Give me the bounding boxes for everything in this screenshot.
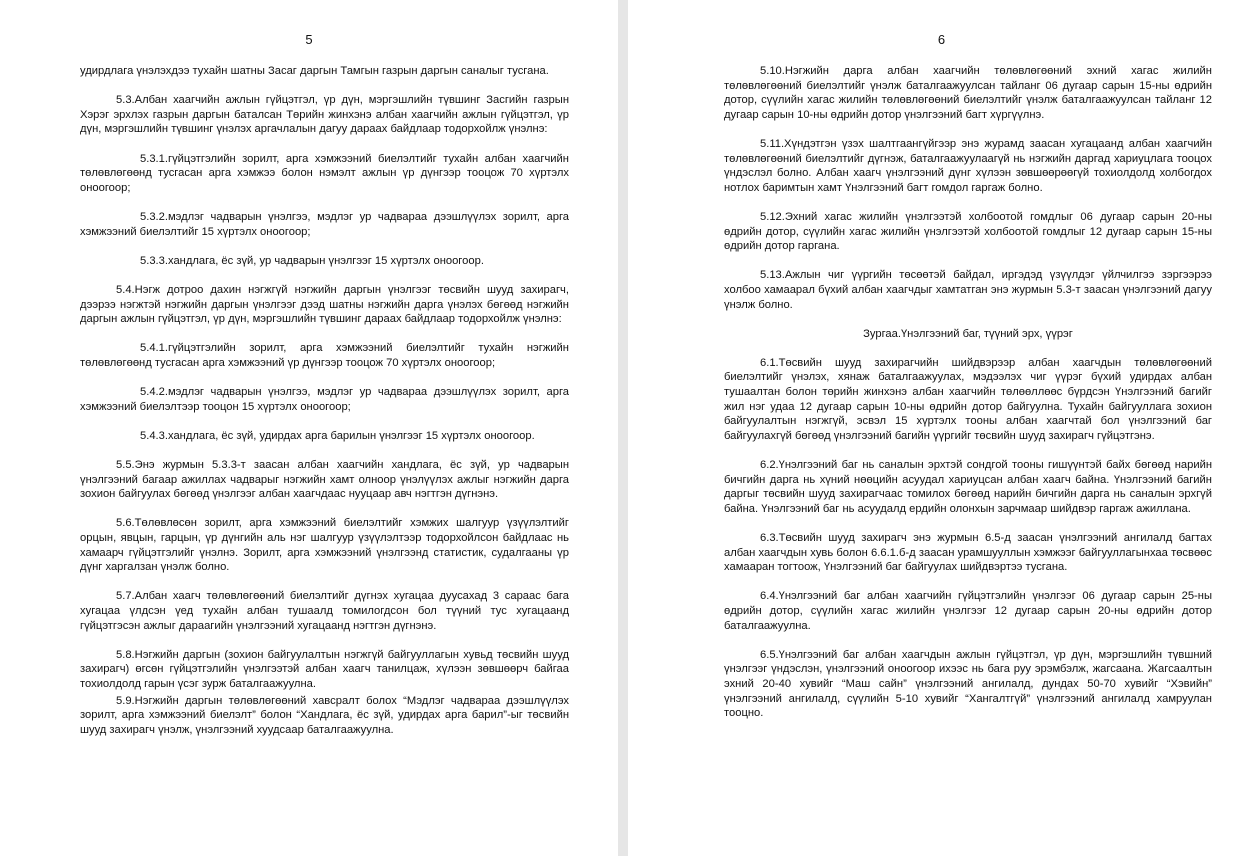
- document-page-left: [0, 0, 618, 856]
- paragraph: 5.3.1.гүйцэтгэлийн зорилт, арга хэмжээний биелэлтийг тухайн албан хаагчийн төлөвлөгөөнд тусгасан арга хэмжээ болон нэмэлт ажлын үр дүнгээр тооцож 70 хүртэлх оноогоор;: [80, 152, 569, 194]
- paragraph: 5.3.2.мэдлэг чадварын үнэлгээ, мэдлэг ур чадвараа дээшлүүлэх зорилт, арга хэмжээний биелэлтийг 15 хүртэлх оноогоор;: [80, 210, 569, 238]
- page-body: [724, 64, 1212, 735]
- paragraph: 5.3.3.хандлага, ёс зүй, ур чадварын үнэлгээг 15 хүртэлх оноогоор.: [140, 254, 484, 267]
- paragraph: 5.5.Энэ журмын 5.3.3-т заасан албан хаагчийн хандлага, ёс зүй, ур чадварын үнэлгээний багаар ажиллах чадварыг нэгжийн хамт олноор үнэлүүлэх ажлыг нэгжийн дарга зохион байгуулах бөгөөд үнэлгээг албан хаагчдаас нууцаар авч нэгтгэн дүгнэнэ.: [80, 459, 569, 501]
- paragraph: 5.7.Албан хаагч төлөвлөгөөний биелэлтийг дүгнэх хугацаа дуусахад 3 сараас бага хугацаа үлдсэн үед тухайн албан тушаалд томилогдсон бол түүний тус хугацаанд гүйцэтгэсэн ажлыг дараагийн үнэлгээний хугацаанд нэгтгэн дүгнэнэ.: [80, 590, 569, 632]
- section-heading: Зургаа.Үнэлгээний баг, түүний эрх, үүрэг: [863, 327, 1073, 340]
- paragraph: 6.4.Үнэлгээний баг албан хаагчийн гүйцэтгэлийн үнэлгээг 06 дугаар сарын 25-ны өдрийн дотор, сүүлийн хагас жилийн үнэлгээг 12 дугаар сарын 20-ны өдрийн дотор баталгаажуулна.: [724, 590, 1212, 632]
- paragraph: 5.4.3.хандлага, ёс зүй, удирдах арга барилын үнэлгээг 15 хүртэлх оноогоор.: [140, 429, 535, 442]
- document-page-right: [628, 0, 1255, 856]
- paragraph: 6.3.Төсвийн шууд захирагч энэ журмын 6.5-д заасан үнэлгээний ангилалд багтах албан хаагчдын хувь болон 6.6.1.б-д заасан урамшууллын хэмжээг байгууллагынхаа төсвөөс хамааран тогтоож, Үнэлгээний баг байгуулах шийдвэртээ тусгана.: [724, 532, 1212, 574]
- paragraph: 5.9.Нэгжийн даргын төлөвлөгөөний хавсралт болох “Мэдлэг чадвараа дээшлүүлэх зорилт, арга хэмжээний биелэлт” болон “Хандлага, ёс зүй, удирдах арга барил”-ыг төсвийн шууд захирагч үнэлж, үнэлгээний хуудсаар баталгаажуулна.: [80, 694, 569, 736]
- paragraph: 5.4.2.мэдлэг чадварын үнэлгээ, мэдлэг ур чадвараа дээшлүүлэх зорилт, арга хэмжээний биелэлтээр тооцон 15 хүртэлх оноогоор;: [80, 386, 569, 413]
- paragraph: 6.5.Үнэлгээний баг албан хаагчдын ажлын гүйцэтгэл, үр дүн, мэргэшлийн түвшний үнэлгээг үндэслэн, үнэлгээний оноогоор ихээс нь бага руу эрэмбэлж, жагсаана. Жагсаалтын эхний 20-40 хувийг “Маш сайн” үнэлгээний ангилалд, дундах 50-70 хувийг “Хэвийн” үнэлгээний ангилалд, сүүлийн 5-10 хувийг “Хангалтгүй” үнэлгээний ангилалд хамруулан тооцно.: [724, 648, 1212, 720]
- page-body: [80, 64, 569, 752]
- page-number: 5: [305, 32, 313, 47]
- paragraph: 5.10.Нэгжийн дарга албан хаагчийн төлөвлөгөөний эхний хагас жилийн төлөвлөгөөний биелэлтийг үнэлж баталгаажуулсан тайланг 06 дугаар сарын 15-ны өдрийн дотор, сүүлийн хагас жилийн төлөвлөгөөний биелэлтийг үнэлж баталгаажуулсан тайланг 12 дугаар сарын 10-ны өдрийн дотор үнэлгээний багт хүргүүлнэ.: [724, 65, 1212, 121]
- paragraph: 5.3.Албан хаагчийн ажлын гүйцэтгэл, үр дүн, мэргэшлийн түвшинг Засгийн газрын Хэрэг эрхлэх газрын даргын баталсан Төрийн жинхэнэ албан хаагчийн ажлын гүйцэтгэл, үр дүн, мэргэшлийн түвшинг үнэлэх аргачлалын дагуу дараах байдлаар тодорхойлж үнэлнэ:: [80, 94, 569, 136]
- paragraph: 5.4.1.гүйцэтгэлийн зорилт, арга хэмжээний биелэлтийг тухайн нэгжийн төлөвлөгөөнд тусгасан арга хэмжээний үр дүнгээр тооцож 70 хүртэлх оноогоор;: [80, 342, 569, 369]
- paragraph: 5.12.Эхний хагас жилийн үнэлгээтэй холбоотой гомдлыг 06 дугаар сарын 20-ны өдрийн дотор, сүүлийн хагас жилийн үнэлгээтэй холбоотой гомдлыг 12 дугаар сарын 15-ны өдрийн дотор гаргана.: [724, 210, 1212, 253]
- paragraph: 6.1.Төсвийн шууд захирагчийн шийдвэрээр албан хаагчдын төлөвлөгөөний биелэлтийг үнэлэх, хянаж баталгаажуулах, мэдээлэх чиг үүрэг бүхий удирдах албан тушаалтан болон төрийн жинхэнэ албан хаагчийн төлөөллөөс бүрдсэн Үнэлгээний багийг жил нэг удаа 12 дугаар сарын 10-ны өдрийн дотор байгуулна. Тухайн байгууллага зохион байгуулалтын нэгжгүй, эсвэл 15 хүртэлх тооны албан хаагчтай бол үнэлгээний баг байгуулахгүй бөгөөд үнэлгээний багийн үүргийг төсвийн шууд захирагч гүйцэтгэнэ.: [724, 356, 1212, 442]
- paragraph: 5.4.Нэгж дотроо дахин нэгжгүй нэгжийн даргын үнэлгээг төсвийн шууд захирагч, дээрээ нэгжтэй нэгжийн даргын үнэлгээг дээд шатны нэгжийн дарга үнэлэх бөгөөд нэгжийн даргын ажлын гүйцэтгэл, үр дүн, мэргэшлийн түвшинг дараах байдлаар тодорхойлж үнэлнэ:: [80, 283, 569, 326]
- paragraph: удирдлага үнэлэхдээ тухайн шатны Засаг даргын Тамгын газрын даргын саналыг тусгана.: [80, 65, 549, 77]
- paragraph: 5.11.Хүндэтгэн үзэх шалтгаангүйгээр энэ журамд заасан хугацаанд албан хаагчийн төлөвлөгөөний биелэлтийг дүгнэж, баталгаажуулаагүй нь нэгжийн даргад хариуцлага тооцох үндэслэл болно. Албан хаагч үнэлгээний дүнг хүлээн зөвшөөрөөгүй тохиолдолд холбогдох нотлох баримтын хамт Үнэлгээний багт гомдол гаргаж болно.: [724, 137, 1212, 194]
- paragraph: 6.2.Үнэлгээний баг нь саналын эрхтэй сондгой тооны гишүүнтэй байх бөгөөд нарийн бичгийн дарга нь хүний нөөцийн асуудал хариуцсан албан хаагч байна. Үнэлгээний багийн даргыг төсвийн шууд захирагчаас томилох бөгөөд нарийн бичгийн дарга нь саналын эрхгүй байна. Үнэлгээний баг нь асуудалд ердийн олонхын зарчмаар шийдвэр гаргаж ажиллана.: [724, 459, 1212, 515]
- paragraph: 5.13.Ажлын чиг үүргийн төсөөтэй байдал, иргэдэд үзүүлдэг үйлчилгээ зэргээрээ холбоо хамаарал бүхий албан хаагчдыг хамтатган энэ журмын 5.3-т заасан үнэлгээний дагуу үнэлж болно.: [724, 269, 1212, 311]
- page-number: 6: [937, 32, 946, 47]
- paragraph: 5.6.Төлөвлөсөн зорилт, арга хэмжээний биелэлтийг хэмжих шалгуур үзүүлэлтийг орцын, явцын, гарцын, үр дүнгийн аль нэг шалгуур үзүүлэлтээр тодорхойлсон байдлаас нь хамаарч гүйцэтгэлийг үнэлнэ. Зорилт, арга хэмжээний үнэлгээнд статистик, судалгааны үр дүнг харгалзан үнэлж болно.: [80, 517, 569, 574]
- paragraph: 5.8.Нэгжийн даргын (зохион байгуулалтын нэгжгүй байгууллагын хувьд төсвийн шууд захирагч) өгсөн гүйцэтгэлийн үнэлгээтэй албан хаагч танилцаж, хүлээн зөвшөөрч байгаа тохиолдолд гарын үсэг зурж баталгаажуулна.: [80, 648, 569, 690]
